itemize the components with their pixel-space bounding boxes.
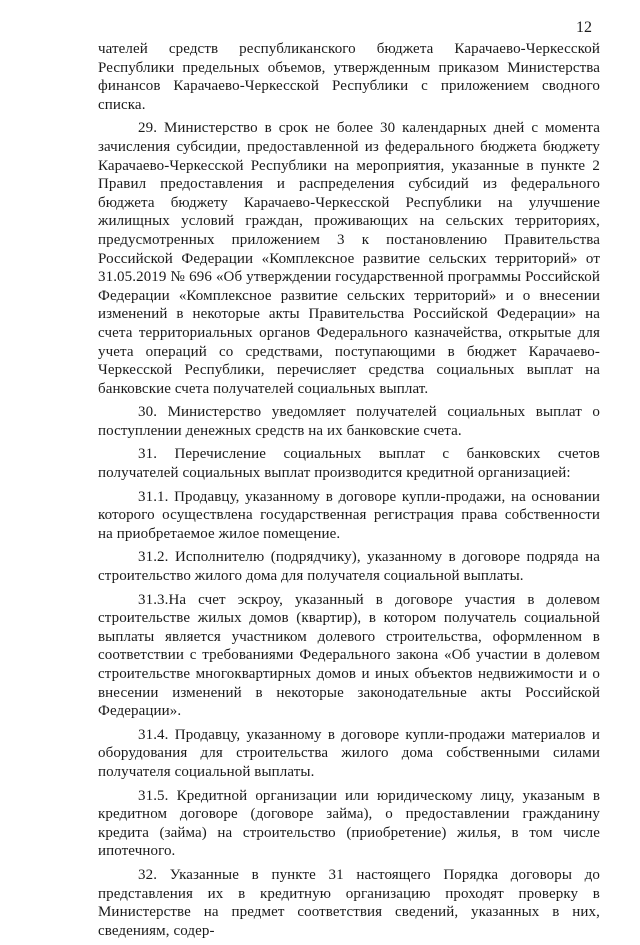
paragraph-31-5: 31.5. Кредитной организации или юридическому лицу, указаным в кредитном договоре (договоре займа), о предоставлении гражданину кредита (займа) на строительство (приобретение) жилья, в том числе ипотечного. bbox=[98, 787, 600, 860]
paragraph-31-4: 31.4. Продавцу, указанному в договоре купли-продажи материалов и оборудования для строительства жилого дома собственными силами получателя социальной выплаты. bbox=[98, 726, 600, 780]
paragraph-32: 32. Указанные в пункте 31 настоящего Порядка договоры до представления их в кредитную организацию проходят проверку в Министерстве на предмет соответствия сведений, указанных в них, сведениям, содер- bbox=[98, 866, 600, 939]
page-number: 12 bbox=[576, 19, 592, 36]
paragraph-continuation: чателей средств республиканского бюджета Карачаево-Черкесской Республики предельных объемов, утвержденным приказом Министерства финансов Карачаево-Черкесской Республики с приложением сводного списка. bbox=[98, 41, 600, 113]
document-body bbox=[98, 40, 600, 945]
paragraph-31-1: 31.1. Продавцу, указанному в договоре купли-продажи, на основании которого осуществлена государственная регистрация права собственности на приобретаемое жилое помещение. bbox=[98, 488, 600, 542]
paragraph-31-2: 31.2. Исполнителю (подрядчику), указанному в договоре подряда на строительство жилого дома для получателя социальной выплаты. bbox=[98, 549, 600, 585]
paragraph-29: 29. Министерство в срок не более 30 календарных дней с момента зачисления субсидии, предоставленной из федерального бюджета бюджету Карачаево-Черкесской Республики на мероприятия, указанные в пункте 2 Правил предоставления и распределения субсидий из федерального бюджета бюджету Карачаево-Черкесской Республики на улучшение жилищных условий граждан, проживающих на сельских территориях, предусмотренных приложением 3 к постановлению Правительства Российской Федерации «Комплексное развитие сельских территорий» от 31.05.2019 № 696 «Об утверждении государственной программы Российской Федерации «Комплексное развитие сельских территорий» и о внесении изменений в некоторые акты Правительства Российской Федерации» на счета территориальных органов Федерального казначейства, открытые для учета операций со средствами, поступающими в бюджет Карачаево-Черкесской Республики, перечисляет средства социальных выплат на банковские счета получателей социальных выплат. bbox=[98, 120, 600, 397]
paragraph-30: 30. Министерство уведомляет получателей социальных выплат о поступлении денежных средств на их банковские счета. bbox=[98, 404, 600, 439]
paragraph-31-3: 31.3.На счет эскроу, указанный в договоре участия в долевом строительстве жилых домов (квартир), в котором получатель социальной выплаты является участником долевого строительства, оформленном в соответствии с требованиями Федерального закона «Об участии в долевом строительстве многоквартирных домов и иных объектов недвижимости и о внесении изменений в некоторые законодательные акты Российской Федерации». bbox=[98, 591, 600, 720]
paragraph-31: 31. Перечисление социальных выплат с банковских счетов получателей социальных выплат производится кредитной организацией: bbox=[98, 446, 600, 482]
